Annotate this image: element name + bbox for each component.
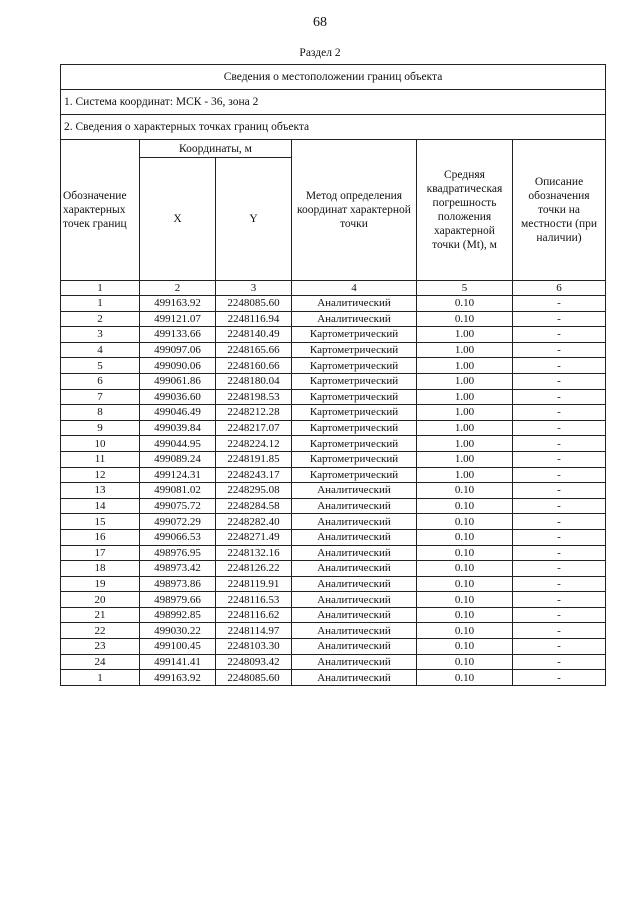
x-coordinate-cell: 499090.06 <box>140 358 216 374</box>
point-id-cell: 20 <box>61 592 140 608</box>
method-cell: Аналитический <box>292 483 417 499</box>
method-cell: Аналитический <box>292 592 417 608</box>
point-id-cell: 6 <box>61 373 140 389</box>
header-mean-error: Средняя квадратическая погрешность положения характерной точки (Mt), м <box>417 140 513 281</box>
table-row <box>61 561 606 577</box>
column-number: 3 <box>216 281 292 296</box>
y-coordinate-cell: 2248116.94 <box>216 311 292 327</box>
method-cell: Аналитический <box>292 607 417 623</box>
description-cell: - <box>513 529 606 545</box>
x-coordinate-cell: 498976.95 <box>140 545 216 561</box>
y-coordinate-cell: 2248212.28 <box>216 405 292 421</box>
header-y: Y <box>216 158 292 281</box>
table-row <box>61 467 606 483</box>
description-cell: - <box>513 420 606 436</box>
y-coordinate-cell: 2248085.60 <box>216 296 292 312</box>
point-id-cell: 11 <box>61 451 140 467</box>
method-cell: Аналитический <box>292 545 417 561</box>
x-coordinate-cell: 498979.66 <box>140 592 216 608</box>
point-id-cell: 10 <box>61 436 140 452</box>
table-title: Сведения о местоположении границ объекта <box>61 65 606 90</box>
table-row <box>61 483 606 499</box>
error-cell: 0.10 <box>417 561 513 577</box>
error-cell: 0.10 <box>417 623 513 639</box>
description-cell: - <box>513 436 606 452</box>
table-row <box>61 607 606 623</box>
error-cell: 0.10 <box>417 592 513 608</box>
y-coordinate-cell: 2248243.17 <box>216 467 292 483</box>
description-cell: - <box>513 358 606 374</box>
description-cell: - <box>513 607 606 623</box>
y-coordinate-cell: 2248217.07 <box>216 420 292 436</box>
description-cell: - <box>513 483 606 499</box>
point-id-cell: 13 <box>61 483 140 499</box>
header-description: Описание обозначения точки на местности (при наличии) <box>513 140 606 281</box>
description-cell: - <box>513 670 606 686</box>
x-coordinate-cell: 499081.02 <box>140 483 216 499</box>
column-number: 5 <box>417 281 513 296</box>
point-id-cell: 7 <box>61 389 140 405</box>
x-coordinate-cell: 499133.66 <box>140 327 216 343</box>
table-row <box>61 342 606 358</box>
y-coordinate-cell: 2248160.66 <box>216 358 292 374</box>
section-title: Раздел 2 <box>299 47 341 59</box>
method-cell: Картометрический <box>292 327 417 343</box>
description-cell: - <box>513 592 606 608</box>
error-cell: 0.10 <box>417 483 513 499</box>
x-coordinate-cell: 498973.86 <box>140 576 216 592</box>
error-cell: 1.00 <box>417 327 513 343</box>
point-id-cell: 14 <box>61 498 140 514</box>
table-row <box>61 327 606 343</box>
header-method: Метод определения координат характерной точки <box>292 140 417 281</box>
y-coordinate-cell: 2248165.66 <box>216 342 292 358</box>
x-coordinate-cell: 499030.22 <box>140 623 216 639</box>
y-coordinate-cell: 2248103.30 <box>216 639 292 655</box>
y-coordinate-cell: 2248119.91 <box>216 576 292 592</box>
description-cell: - <box>513 545 606 561</box>
method-cell: Аналитический <box>292 311 417 327</box>
description-cell: - <box>513 451 606 467</box>
error-cell: 0.10 <box>417 639 513 655</box>
table-row <box>61 670 606 686</box>
x-coordinate-cell: 499089.24 <box>140 451 216 467</box>
description-cell: - <box>513 623 606 639</box>
y-coordinate-cell: 2248282.40 <box>216 514 292 530</box>
method-cell: Картометрический <box>292 436 417 452</box>
point-id-cell: 17 <box>61 545 140 561</box>
error-cell: 0.10 <box>417 296 513 312</box>
y-coordinate-cell: 2248114.97 <box>216 623 292 639</box>
x-coordinate-cell: 499121.07 <box>140 311 216 327</box>
table-row <box>61 420 606 436</box>
point-id-cell: 23 <box>61 639 140 655</box>
method-cell: Картометрический <box>292 358 417 374</box>
y-coordinate-cell: 2248116.62 <box>216 607 292 623</box>
column-number: 2 <box>140 281 216 296</box>
y-coordinate-cell: 2248224.12 <box>216 436 292 452</box>
description-cell: - <box>513 576 606 592</box>
error-cell: 1.00 <box>417 420 513 436</box>
table-row <box>61 592 606 608</box>
description-cell: - <box>513 498 606 514</box>
x-coordinate-cell: 499036.60 <box>140 389 216 405</box>
error-cell: 1.00 <box>417 405 513 421</box>
point-id-cell: 4 <box>61 342 140 358</box>
page-number: 68 <box>313 15 327 30</box>
description-cell: - <box>513 296 606 312</box>
table-row <box>61 654 606 670</box>
header-coordinates: Координаты, м <box>140 140 292 158</box>
error-cell: 0.10 <box>417 514 513 530</box>
header-point-designation: Обозначение характерных точек границ <box>61 140 140 281</box>
point-id-cell: 1 <box>61 296 140 312</box>
y-coordinate-cell: 2248140.49 <box>216 327 292 343</box>
error-cell: 0.10 <box>417 607 513 623</box>
table-row <box>61 389 606 405</box>
point-id-cell: 12 <box>61 467 140 483</box>
table-row <box>61 358 606 374</box>
coordinate-system-line: 1. Система координат: МСК - 36, зона 2 <box>61 90 606 115</box>
method-cell: Аналитический <box>292 514 417 530</box>
point-id-cell: 8 <box>61 405 140 421</box>
method-cell: Картометрический <box>292 342 417 358</box>
error-cell: 0.10 <box>417 529 513 545</box>
method-cell: Аналитический <box>292 576 417 592</box>
description-cell: - <box>513 654 606 670</box>
column-number: 4 <box>292 281 417 296</box>
method-cell: Аналитический <box>292 654 417 670</box>
y-coordinate-cell: 2248126.22 <box>216 561 292 577</box>
y-coordinate-cell: 2248191.85 <box>216 451 292 467</box>
point-id-cell: 15 <box>61 514 140 530</box>
table-row <box>61 498 606 514</box>
x-coordinate-cell: 499141.41 <box>140 654 216 670</box>
table-row <box>61 296 606 312</box>
x-coordinate-cell: 499124.31 <box>140 467 216 483</box>
y-coordinate-cell: 2248116.53 <box>216 592 292 608</box>
error-cell: 1.00 <box>417 467 513 483</box>
error-cell: 0.10 <box>417 654 513 670</box>
x-coordinate-cell: 499046.49 <box>140 405 216 421</box>
error-cell: 1.00 <box>417 342 513 358</box>
points-info-line: 2. Сведения о характерных точках границ объекта <box>61 115 606 140</box>
error-cell: 1.00 <box>417 358 513 374</box>
x-coordinate-cell: 499075.72 <box>140 498 216 514</box>
point-id-cell: 22 <box>61 623 140 639</box>
method-cell: Картометрический <box>292 467 417 483</box>
table-row <box>61 373 606 389</box>
x-coordinate-cell: 499097.06 <box>140 342 216 358</box>
x-coordinate-cell: 499061.86 <box>140 373 216 389</box>
table-row <box>61 623 606 639</box>
description-cell: - <box>513 311 606 327</box>
table-row <box>61 451 606 467</box>
description-cell: - <box>513 561 606 577</box>
method-cell: Картометрический <box>292 420 417 436</box>
error-cell: 0.10 <box>417 545 513 561</box>
description-cell: - <box>513 342 606 358</box>
method-cell: Картометрический <box>292 451 417 467</box>
x-coordinate-cell: 498973.42 <box>140 561 216 577</box>
column-number: 6 <box>513 281 606 296</box>
error-cell: 1.00 <box>417 436 513 452</box>
x-coordinate-cell: 499039.84 <box>140 420 216 436</box>
table-row <box>61 405 606 421</box>
description-cell: - <box>513 639 606 655</box>
point-id-cell: 16 <box>61 529 140 545</box>
method-cell: Аналитический <box>292 529 417 545</box>
description-cell: - <box>513 514 606 530</box>
error-cell: 0.10 <box>417 576 513 592</box>
table-row <box>61 311 606 327</box>
table-row <box>61 576 606 592</box>
y-coordinate-cell: 2248295.08 <box>216 483 292 499</box>
table-row <box>61 545 606 561</box>
description-cell: - <box>513 327 606 343</box>
y-coordinate-cell: 2248284.58 <box>216 498 292 514</box>
point-id-cell: 18 <box>61 561 140 577</box>
table-row <box>61 514 606 530</box>
point-id-cell: 3 <box>61 327 140 343</box>
description-cell: - <box>513 467 606 483</box>
x-coordinate-cell: 499066.53 <box>140 529 216 545</box>
method-cell: Аналитический <box>292 623 417 639</box>
description-cell: - <box>513 373 606 389</box>
method-cell: Картометрический <box>292 405 417 421</box>
table-row <box>61 436 606 452</box>
point-id-cell: 21 <box>61 607 140 623</box>
x-coordinate-cell: 499163.92 <box>140 296 216 312</box>
error-cell: 0.10 <box>417 498 513 514</box>
x-coordinate-cell: 499044.95 <box>140 436 216 452</box>
x-coordinate-cell: 499072.29 <box>140 514 216 530</box>
method-cell: Аналитический <box>292 670 417 686</box>
error-cell: 1.00 <box>417 389 513 405</box>
y-coordinate-cell: 2248132.16 <box>216 545 292 561</box>
y-coordinate-cell: 2248271.49 <box>216 529 292 545</box>
error-cell: 0.10 <box>417 311 513 327</box>
method-cell: Аналитический <box>292 639 417 655</box>
point-id-cell: 19 <box>61 576 140 592</box>
x-coordinate-cell: 499163.92 <box>140 670 216 686</box>
error-cell: 1.00 <box>417 451 513 467</box>
point-id-cell: 24 <box>61 654 140 670</box>
boundary-coordinates-table <box>60 64 606 686</box>
point-id-cell: 1 <box>61 670 140 686</box>
error-cell: 1.00 <box>417 373 513 389</box>
column-number: 1 <box>61 281 140 296</box>
method-cell: Картометрический <box>292 373 417 389</box>
description-cell: - <box>513 389 606 405</box>
y-coordinate-cell: 2248198.53 <box>216 389 292 405</box>
description-cell: - <box>513 405 606 421</box>
header-x: X <box>140 158 216 281</box>
y-coordinate-cell: 2248180.04 <box>216 373 292 389</box>
method-cell: Аналитический <box>292 498 417 514</box>
table-row <box>61 529 606 545</box>
x-coordinate-cell: 499100.45 <box>140 639 216 655</box>
point-id-cell: 2 <box>61 311 140 327</box>
point-id-cell: 9 <box>61 420 140 436</box>
column-number-row <box>61 281 606 296</box>
point-id-cell: 5 <box>61 358 140 374</box>
error-cell: 0.10 <box>417 670 513 686</box>
x-coordinate-cell: 498992.85 <box>140 607 216 623</box>
y-coordinate-cell: 2248085.60 <box>216 670 292 686</box>
table-row <box>61 639 606 655</box>
method-cell: Аналитический <box>292 296 417 312</box>
method-cell: Картометрический <box>292 389 417 405</box>
method-cell: Аналитический <box>292 561 417 577</box>
y-coordinate-cell: 2248093.42 <box>216 654 292 670</box>
